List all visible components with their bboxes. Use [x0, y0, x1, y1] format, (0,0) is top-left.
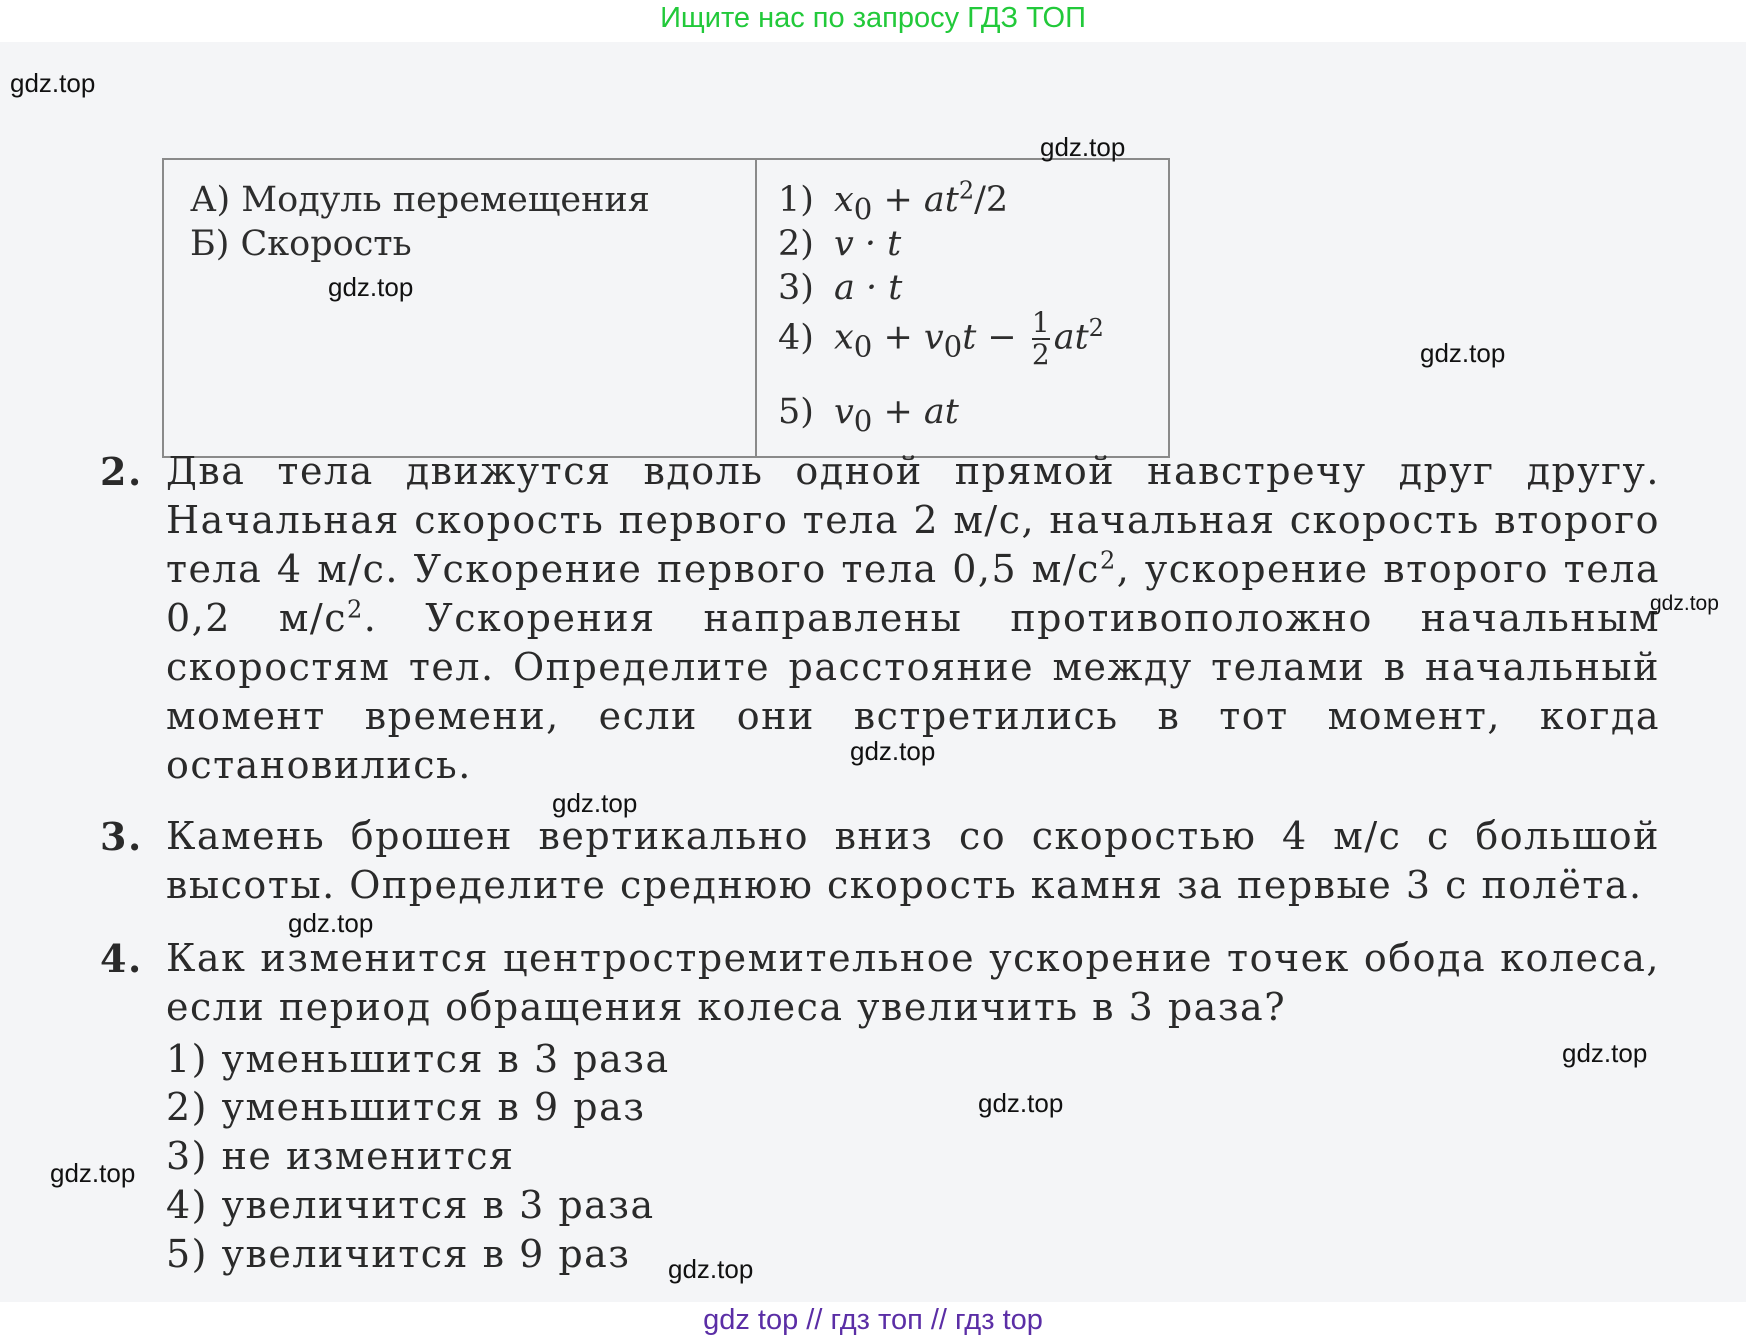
table-left-item-a: А) Модуль перемещения	[190, 180, 650, 220]
formula-1	[778, 176, 1009, 226]
watermark: gdz.top	[1420, 338, 1506, 368]
problem-2-number: 2.	[100, 449, 143, 494]
problem-2-text-part3: . Ускорения направлены противоположно начальным скоростям тел. Определите расстояние между телами в начальный момент времени, если они встретились в тот момент, когда остановились.	[166, 596, 1660, 787]
fraction-numerator: 1	[1031, 306, 1050, 339]
watermark: gdz.top	[1040, 132, 1126, 162]
watermark: gdz.top	[1562, 1038, 1648, 1068]
formula-5	[778, 392, 959, 438]
problem-2-sup2: 2	[347, 595, 364, 624]
problem-4-text: Как изменится центростремительное ускорение точек обода колеса, если период обращения колеса увеличить в 3 раза?	[166, 936, 1660, 1029]
watermark: gdz.top	[10, 68, 96, 98]
formula-1-rest: + at	[872, 180, 959, 220]
watermark: gdz.top	[1650, 592, 1719, 615]
formula-4-c: t −	[962, 317, 1028, 358]
formula-1-sup: 2	[958, 176, 975, 205]
watermark: gdz.top	[50, 1158, 136, 1188]
problem-4-option-1: 1) уменьшится в 3 раза	[166, 1037, 670, 1081]
problem-3-text: Камень брошен вертикально вниз со скоростью 4 м/с с большой высоты. Определите среднюю скорость камня за первые 3 с полёта.	[166, 814, 1660, 907]
matching-table	[162, 158, 1170, 458]
formula-4	[778, 308, 1104, 370]
formula-4-b: + v	[872, 317, 944, 358]
formula-1-tail: /2	[974, 180, 1009, 220]
formula-5-a: v	[834, 392, 854, 432]
problem-2-text-part2: , ускорение второго тела 0,2 м/с	[166, 547, 1660, 640]
watermark: gdz.top	[668, 1254, 754, 1284]
problem-4-option-4: 4) увеличится в 3 раза	[166, 1183, 655, 1227]
formula-4-bsub: 0	[943, 329, 963, 364]
formula-5-number: 5)	[778, 392, 814, 432]
formula-5-b: + at	[872, 392, 959, 432]
problem-4-option-2: 2) уменьшится в 9 раз	[166, 1085, 646, 1129]
formula-1-sub: 0	[853, 192, 873, 226]
watermark: gdz.top	[328, 272, 414, 302]
problem-2-sup1: 2	[1099, 546, 1117, 575]
formula-2-number: 2)	[778, 224, 814, 264]
problem-4-option-3: 3) не изменится	[166, 1134, 515, 1178]
formula-5-asub: 0	[853, 404, 873, 438]
textbook-page	[0, 42, 1746, 1302]
bottom-banner: gdz top // гдз топ // гдз top	[0, 1302, 1746, 1343]
formula-3-expr: a · t	[834, 268, 903, 308]
formula-4-dsup: 2	[1088, 313, 1104, 342]
table-divider	[755, 160, 757, 456]
table-left-item-b: Б) Скорость	[190, 224, 412, 264]
formula-2	[778, 224, 901, 264]
formula-4-a: x	[834, 317, 854, 358]
watermark: gdz.top	[978, 1088, 1064, 1118]
problem-4-option-5: 5) увеличится в 9 раз	[166, 1232, 631, 1276]
watermark: gdz.top	[850, 736, 936, 766]
formula-1-number: 1)	[778, 180, 814, 220]
top-banner: Ищите нас по запросу ГДЗ ТОП	[0, 0, 1746, 42]
formula-1-var: x	[834, 180, 854, 220]
problem-3	[100, 812, 1660, 910]
formula-4-d: at	[1053, 317, 1089, 358]
formula-4-asub: 0	[853, 329, 873, 364]
formula-4-fraction	[1032, 308, 1050, 370]
watermark: gdz.top	[552, 788, 638, 818]
formula-2-expr: v · t	[834, 224, 902, 264]
formula-3	[778, 268, 902, 308]
problem-4-number: 4.	[100, 936, 143, 981]
formula-3-number: 3)	[778, 268, 814, 308]
formula-4-number: 4)	[778, 317, 814, 358]
problem-3-number: 3.	[100, 814, 143, 859]
problem-2-text-part1: Два тела движутся вдоль одной прямой навстречу друг другу. Начальная скорость первого тела 2 м/с, начальная скорость второго тела 4 м/с. Ускорение первого тела 0,5 м/с	[166, 449, 1660, 591]
watermark: gdz.top	[288, 908, 374, 938]
problem-4	[100, 934, 1660, 1032]
fraction-denominator: 2	[1031, 338, 1050, 371]
